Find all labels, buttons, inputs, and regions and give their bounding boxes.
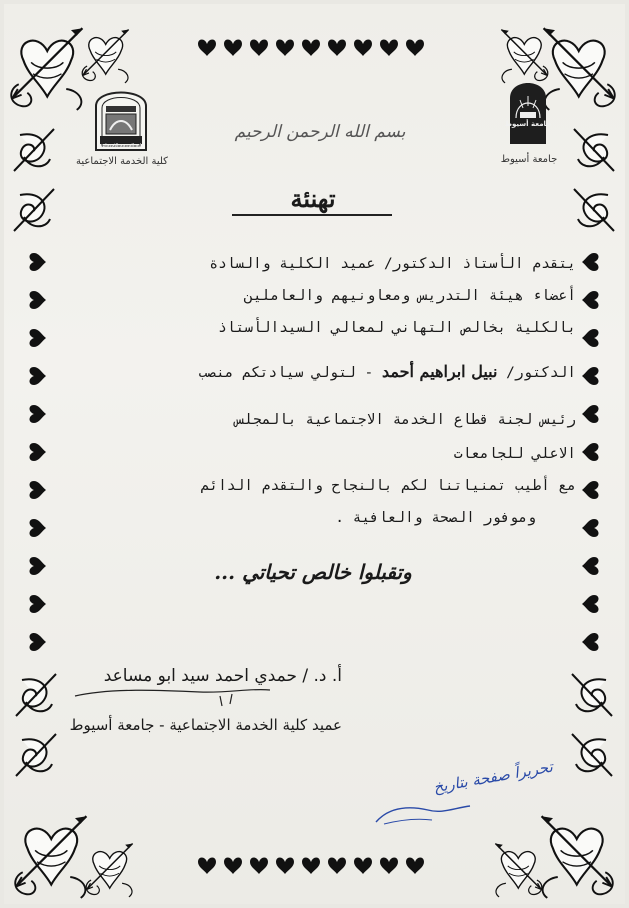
body-line-1: يتقدم الأستاذ الدكتور/ عميد الكلية والسادة xyxy=(209,256,576,272)
body-line-4 xyxy=(95,362,576,381)
body-line-8: وموفور الصحة والعافية . xyxy=(335,510,536,526)
body-line-3: بالكلية بخالص التهاني لمعالي السيدالأستاذ xyxy=(218,320,576,336)
body-line-6: الاعلي للجامعات xyxy=(453,446,576,462)
honoree-name: نبيل ابراهيم أحمد xyxy=(381,362,498,381)
university-logo xyxy=(508,76,548,146)
signature-scribble xyxy=(70,678,300,708)
body-line-2: أعضاء هيئة التدريس ومعاونيهم والعاملين xyxy=(244,288,576,304)
honoree-prefix: الدكتور/ xyxy=(506,365,576,381)
title-underline xyxy=(232,214,392,216)
document-title: تهنئة xyxy=(290,184,336,213)
university-logo-text: جامعة أسيوط xyxy=(504,120,552,128)
basmala: بسم الله الرحمن الرحيم xyxy=(234,122,406,142)
body-line-5: رئيس لجنة قطاع الخدمة الاجتماعية بالمجلس xyxy=(235,412,576,428)
faculty-logo xyxy=(92,80,150,152)
position-phrase: - لتولي سيادتكم منصب xyxy=(198,365,374,381)
university-name: جامعة أسيوط xyxy=(500,154,558,165)
handwritten-note: تحريراً صفحة بتاريخ xyxy=(431,757,555,797)
signatory-name: أ. د. / حمدي احمد سيد ابو مساعد xyxy=(103,666,342,686)
handwritten-signature xyxy=(370,792,500,832)
faculty-logo-text: كلية الخدمة الاجتماعية xyxy=(98,143,144,149)
closing-line: وتقبلوا خالص تحياتي ... xyxy=(214,560,412,584)
body-line-7: مع أطيب تمنياتنا لكم بالنجاح والتقدم الدائم xyxy=(200,478,576,494)
faculty-name: كلية الخدمة الاجتماعية xyxy=(76,156,168,167)
signatory-title: عميد كلية الخدمة الاجتماعية - جامعة أسيوط xyxy=(69,716,342,734)
